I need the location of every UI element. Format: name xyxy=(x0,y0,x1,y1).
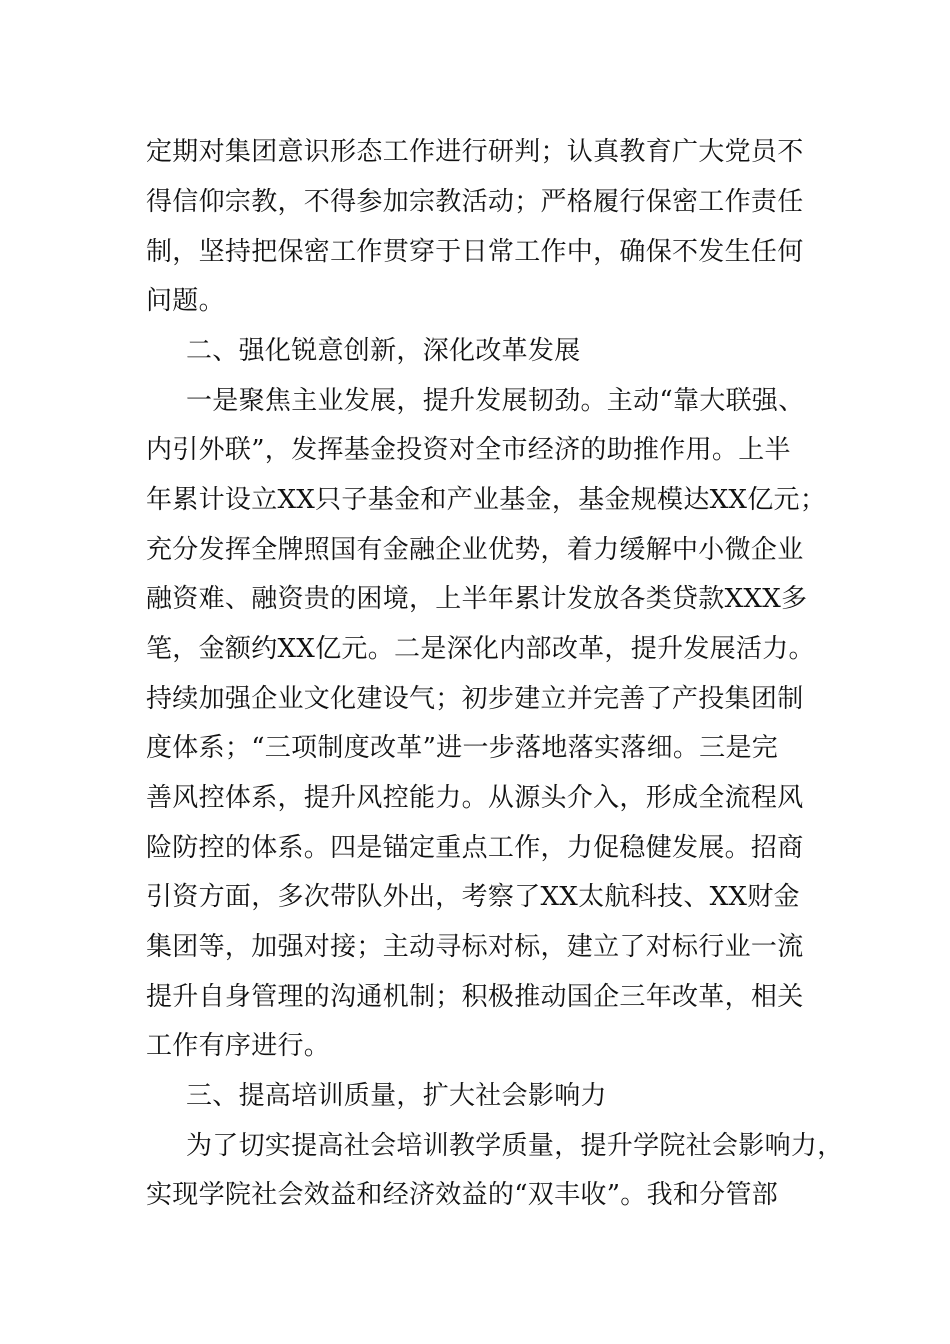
text-line: 持续加强企业文化建设气；初步建立并完善了产投集团制 xyxy=(146,684,804,714)
text-line: 定期对集团意识形态工作进行研判；认真教育广大党员不 xyxy=(146,137,804,167)
text-line: 引资方面，多次带队外出，考察了XX太航科技、XX财金 xyxy=(146,882,800,912)
text-line: 年累计设立XX只子基金和产业基金，基金规模达XX亿元； xyxy=(146,485,827,515)
section-heading: 二、强化锐意创新，深化改革发展 xyxy=(186,336,581,366)
text-line: 险防控的体系。四是锚定重点工作，力促稳健发展。招商 xyxy=(146,833,804,863)
text-line: 集团等，加强对接；主动寻标对标，建立了对标行业一流 xyxy=(146,932,804,962)
text-line: 充分发挥全牌照国有金融企业优势，着力缓解中小微企业 xyxy=(146,535,804,565)
text-line: 问题。 xyxy=(146,286,225,316)
text-line: 善风控体系，提升风控能力。从源头介入，形成全流程风 xyxy=(146,783,804,813)
text-line: 提升自身管理的沟通机制；积极推动国企三年改革，相关 xyxy=(146,982,804,1012)
text-line: 一是聚焦主业发展，提升发展韧劲。主动“靠大联强、 xyxy=(186,386,805,416)
section-heading: 三、提高培训质量，扩大社会影响力 xyxy=(186,1081,607,1111)
text-line: 实现学院社会效益和经济效益的“双丰收”。我和分管部 xyxy=(146,1180,779,1210)
text-line: 度体系；“三项制度改革”进一步落地落实落细。三是完 xyxy=(146,733,779,763)
text-line: 制，坚持把保密工作贯穿于日常工作中，确保不发生任何 xyxy=(146,237,804,267)
text-line: 工作有序进行。 xyxy=(146,1031,331,1061)
text-line: 内引外联”，发挥基金投资对全市经济的助推作用。上半 xyxy=(146,435,791,465)
text-line: 笔，金额约XX亿元。二是深化内部改革，提升发展活力。 xyxy=(146,634,815,664)
text-line: 为了切实提高社会培训教学质量，提升学院社会影响力， xyxy=(186,1131,844,1161)
text-line: 融资难、融资贵的困境，上半年累计发放各类贷款XXX多 xyxy=(146,584,808,614)
text-line: 得信仰宗教，不得参加宗教活动；严格履行保密工作责任 xyxy=(146,187,804,217)
